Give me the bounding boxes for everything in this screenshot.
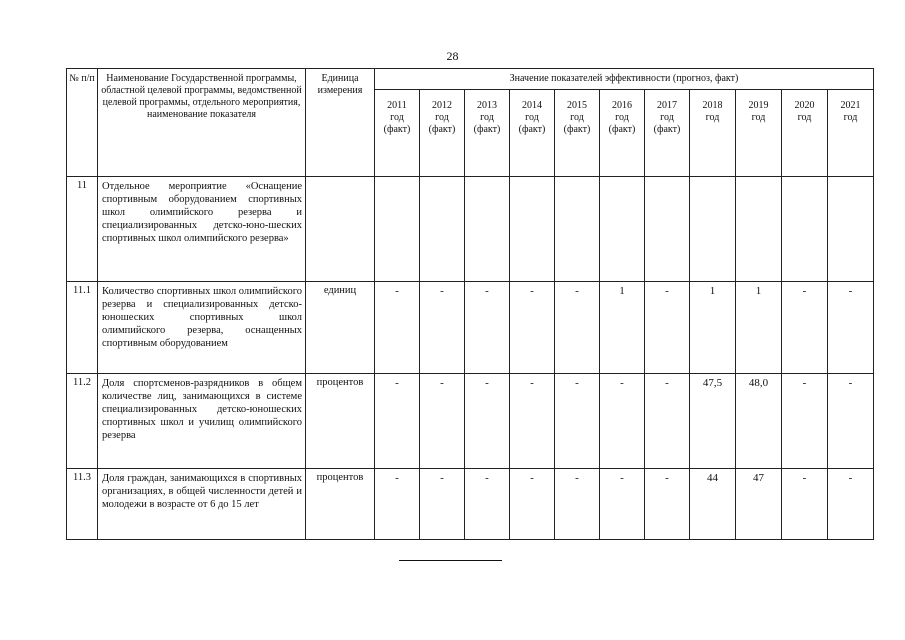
header-year-year: 2014 — [522, 100, 542, 111]
value-cell: - — [782, 469, 828, 540]
header-year-word: год — [570, 112, 584, 123]
unit-cell — [306, 177, 375, 282]
header-year — [828, 90, 874, 177]
header-year — [782, 90, 828, 177]
header-year — [510, 90, 555, 177]
header-values-group: Значение показателей эффективности (прогноз, факт) — [375, 69, 874, 90]
header-year-word: год — [390, 112, 404, 123]
value-cell: - — [555, 282, 600, 374]
table-row — [67, 469, 874, 540]
header-name: Наименование Государственной программы, областной целевой программы, ведомственной целевой программы, отдельного мероприятия, наименование показателя — [98, 69, 306, 177]
value-cell: - — [420, 282, 465, 374]
value-cell — [510, 177, 555, 282]
value-cell: - — [465, 282, 510, 374]
header-year-year: 2015 — [567, 100, 587, 111]
unit-cell: процентов — [306, 469, 375, 540]
row-number: 11.2 — [67, 374, 98, 469]
value-cell — [555, 177, 600, 282]
header-year-year: 2018 — [702, 100, 723, 111]
header-year-word: год — [751, 112, 766, 123]
value-cell: - — [555, 469, 600, 540]
header-year-word: год — [525, 112, 539, 123]
value-cell — [600, 177, 645, 282]
value-cell — [375, 177, 420, 282]
row-number: 11 — [67, 177, 98, 282]
value-cell — [828, 177, 874, 282]
row-number: 11.1 — [67, 282, 98, 374]
header-year-word: год — [843, 112, 858, 123]
header-year-word: год — [797, 112, 812, 123]
table-row — [67, 177, 874, 282]
header-year-note: (факт) — [653, 124, 681, 135]
value-cell: 1 — [736, 282, 782, 374]
value-cell: 47 — [736, 469, 782, 540]
value-cell: - — [600, 374, 645, 469]
header-year-year: 2012 — [432, 100, 452, 111]
header-year-note: (факт) — [608, 124, 636, 135]
value-cell: - — [375, 469, 420, 540]
value-cell: - — [600, 469, 645, 540]
value-cell: - — [782, 374, 828, 469]
header-year — [600, 90, 645, 177]
table-header — [67, 69, 874, 177]
header-year-word: год — [615, 112, 629, 123]
value-cell: - — [782, 282, 828, 374]
value-cell: - — [375, 282, 420, 374]
indicator-name: Доля граждан, занимающихся в спортивных организациях, в общей численности детей и молодежи в возрасте от 6 до 15 лет — [98, 469, 306, 540]
value-cell: 1 — [600, 282, 645, 374]
value-cell — [782, 177, 828, 282]
indicator-name: Количество спортивных школ олимпийского резерва и специализированных детско-юношеских спортивных школ олимпийского резерва, оснащенных спортивным оборудованием — [98, 282, 306, 374]
table-row — [67, 374, 874, 469]
value-cell: - — [510, 469, 555, 540]
indicators-table — [66, 68, 874, 540]
value-cell: - — [465, 469, 510, 540]
header-year — [645, 90, 690, 177]
value-cell: - — [420, 469, 465, 540]
header-year-note: (факт) — [473, 124, 501, 135]
unit-cell: процентов — [306, 374, 375, 469]
footer-separator — [399, 560, 502, 561]
header-year-year: 2020 — [794, 100, 815, 111]
header-year — [375, 90, 420, 177]
header-year-year: 2019 — [748, 100, 769, 111]
value-cell — [645, 177, 690, 282]
header-year — [555, 90, 600, 177]
header-year-year: 2017 — [657, 100, 677, 111]
header-year-word: год — [435, 112, 449, 123]
value-cell: - — [645, 282, 690, 374]
value-cell — [690, 177, 736, 282]
value-cell: 1 — [690, 282, 736, 374]
indicator-name: Отдельное мероприятие «Оснащение спортивным оборудованием спортивных школ олимпийского резерва и специализированных детско-юно-шеских спортивных школ олимпийского резерва» — [98, 177, 306, 282]
header-year-year: 2011 — [387, 100, 407, 111]
value-cell: 47,5 — [690, 374, 736, 469]
value-cell: - — [828, 469, 874, 540]
value-cell: - — [510, 282, 555, 374]
header-year-note: (факт) — [563, 124, 591, 135]
value-cell: - — [828, 374, 874, 469]
value-cell: 44 — [690, 469, 736, 540]
header-year-year: 2016 — [612, 100, 632, 111]
value-cell: - — [645, 469, 690, 540]
value-cell — [465, 177, 510, 282]
value-cell: - — [828, 282, 874, 374]
header-year-note: (факт) — [518, 124, 546, 135]
header-year — [690, 90, 736, 177]
value-cell: - — [420, 374, 465, 469]
header-year-word: год — [660, 112, 674, 123]
header-year-word: год — [705, 112, 720, 123]
header-unit: Единица измерения — [306, 69, 375, 177]
value-cell: - — [645, 374, 690, 469]
table-row — [67, 282, 874, 374]
header-year — [465, 90, 510, 177]
value-cell: - — [510, 374, 555, 469]
value-cell: - — [555, 374, 600, 469]
header-year-word: год — [480, 112, 494, 123]
header-year-note: (факт) — [428, 124, 456, 135]
indicator-name: Доля спортсменов-разрядников в общем количестве лиц, занимающихся в системе специализированных детско-юношеских спортивных школ и училищ олимпийского резерва — [98, 374, 306, 469]
value-cell: - — [465, 374, 510, 469]
header-year — [736, 90, 782, 177]
header-year-note: (факт) — [383, 124, 411, 135]
header-year — [420, 90, 465, 177]
value-cell — [736, 177, 782, 282]
unit-cell: единиц — [306, 282, 375, 374]
table-body — [67, 177, 874, 540]
header-number: № п/п — [67, 69, 98, 177]
value-cell: - — [375, 374, 420, 469]
page-number: 28 — [446, 49, 459, 63]
value-cell: 48,0 — [736, 374, 782, 469]
header-year-year: 2021 — [840, 100, 861, 111]
value-cell — [420, 177, 465, 282]
header-year-year: 2013 — [477, 100, 497, 111]
row-number: 11.3 — [67, 469, 98, 540]
